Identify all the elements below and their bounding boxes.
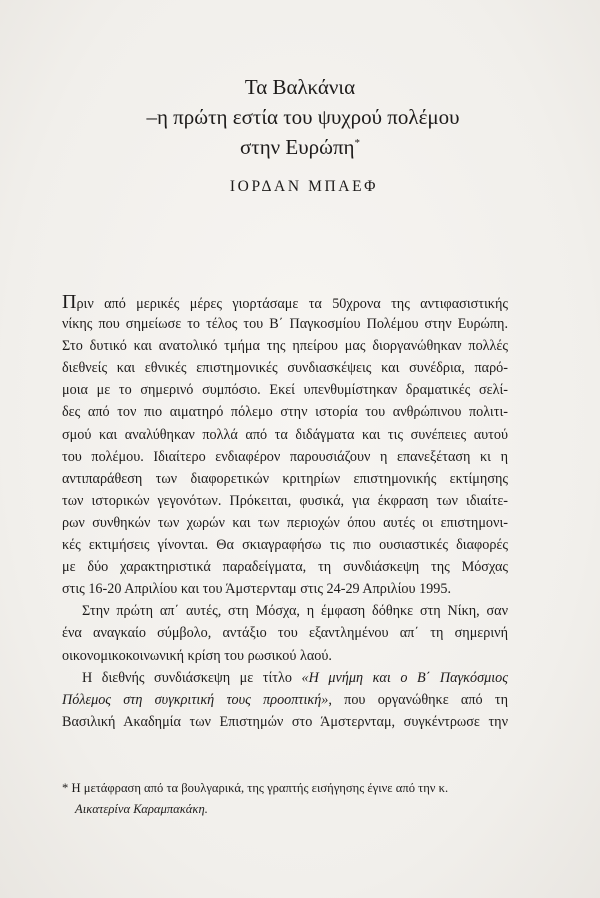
body-line: ρων συνθηκών των χωρών και των περιοχών όπου αυτές οι επιστημονι-: [62, 514, 508, 531]
footnote-line-1: * Η μετάφραση από τα βουλγαρικά, της γραπτής εισήγησης έγινε από την κ.: [62, 781, 449, 795]
body-line: δες από τον πιο αιματηρό πόλεμο στην ιστορία του ανθρώπινου πολιτι-: [62, 404, 508, 421]
body-line: Στο δυτικό και ανατολικό τμήμα της ηπείρου μας διοργανώθηκαν πολλές: [62, 338, 508, 355]
body-line: οικονομικοκοινωνική κρίση του ρωσικού λαού.: [62, 647, 332, 664]
body-line: διεθνείς και εθνικές επιστημονικές συνδιασκέψεις και συνέδρια, παρό-: [62, 360, 508, 377]
body-line: με δύο χαρακτηριστικά παραδείγματα, τη συνδιάσκεψη της Μόσχας: [62, 559, 508, 576]
body-line: σμού και αναλύθηκαν πολλά από τα διδάγματα και τις συνέπειες αυτού: [62, 426, 508, 443]
body-line-1-text: Π: [62, 291, 77, 313]
body-line: ένα αναγκαίο σύμβολο, αντάξιο του εξαντλημένου απ΄ τη σημερινή: [62, 625, 508, 642]
body-text: [62, 291, 508, 733]
body-line: Στην πρώτη απ΄ αυτές, στη Μόσχα, η έμφαση δόθηκε στη Νίκη, σαν: [82, 603, 508, 620]
title-line-3-text: στην Ευρώπη: [239, 135, 355, 159]
cited-title-part-1: «Η μνήμη και ο Β΄ Παγκόσμιος: [301, 669, 508, 686]
body-line-mixed: [62, 667, 508, 689]
body-line: μοια με το σημερινό συμπόσιο. Εκεί υπενθυμίστηκαν δραματικές σελί-: [62, 382, 508, 399]
body-line: Βασιλική Ακαδημία των Επιστημών στο Άμστερνταμ, συγκέντρωσε την: [62, 713, 508, 730]
footnote-line-2: Αικατερίνα Καραμπακάκη.: [75, 802, 208, 816]
body-line: των ιστορικών γεγονότων. Πρόκειται, φυσικά, για έκφραση των ιδιαίτε-: [62, 492, 508, 509]
body-line-text: , που οργανώθηκε από τη: [328, 691, 508, 708]
body-line: νίκης που σημείωσε το τέλος του Β΄ Παγκοσμίου Πολέμου στην Ευρώπη.: [62, 316, 508, 333]
body-line-text: Η διεθνής συνδιάσκεψη με τίτλο: [82, 669, 292, 686]
body-line-1-rest: ριν από μερικές μέρες γιορτάσαμε τα 50χρονα της αντιφασιστικής: [76, 296, 508, 312]
body-line: στις 16-20 Απριλίου και του Άμστερνταμ στις 24-29 Απριλίου 1995.: [62, 581, 451, 598]
title-line-2: –η πρώτη εστία του ψυχρού πολέμου: [146, 105, 460, 129]
chapter-title: [0, 72, 600, 162]
body-line: του πολέμου. Ιδιαίτερο ενδιαφέρον παρουσιάζουν η επανεξέταση κι η: [62, 448, 508, 465]
title-line-3: [0, 132, 600, 162]
body-line-1: [62, 291, 508, 313]
body-line: αντιπαράθεση των διαφορετικών κριτηρίων επιστημονικής εκτίμησης: [62, 470, 508, 487]
body-line-mixed: [62, 689, 508, 711]
author-name: ΙΟΡΔΑΝ ΜΠΑΕΦ: [229, 178, 379, 195]
footnote: [62, 778, 508, 820]
title-footnote-marker: *: [354, 137, 361, 149]
cited-title-part-2: Πόλεμος στη συγκριτική τους προοπτική»: [62, 691, 329, 708]
body-line: κές εκτιμήσεις γίνονται. Θα σκιαγραφήσω τις πιο ουσιαστικές διαφορές: [62, 537, 508, 554]
title-line-1: Τα Βαλκάνια: [244, 75, 356, 99]
